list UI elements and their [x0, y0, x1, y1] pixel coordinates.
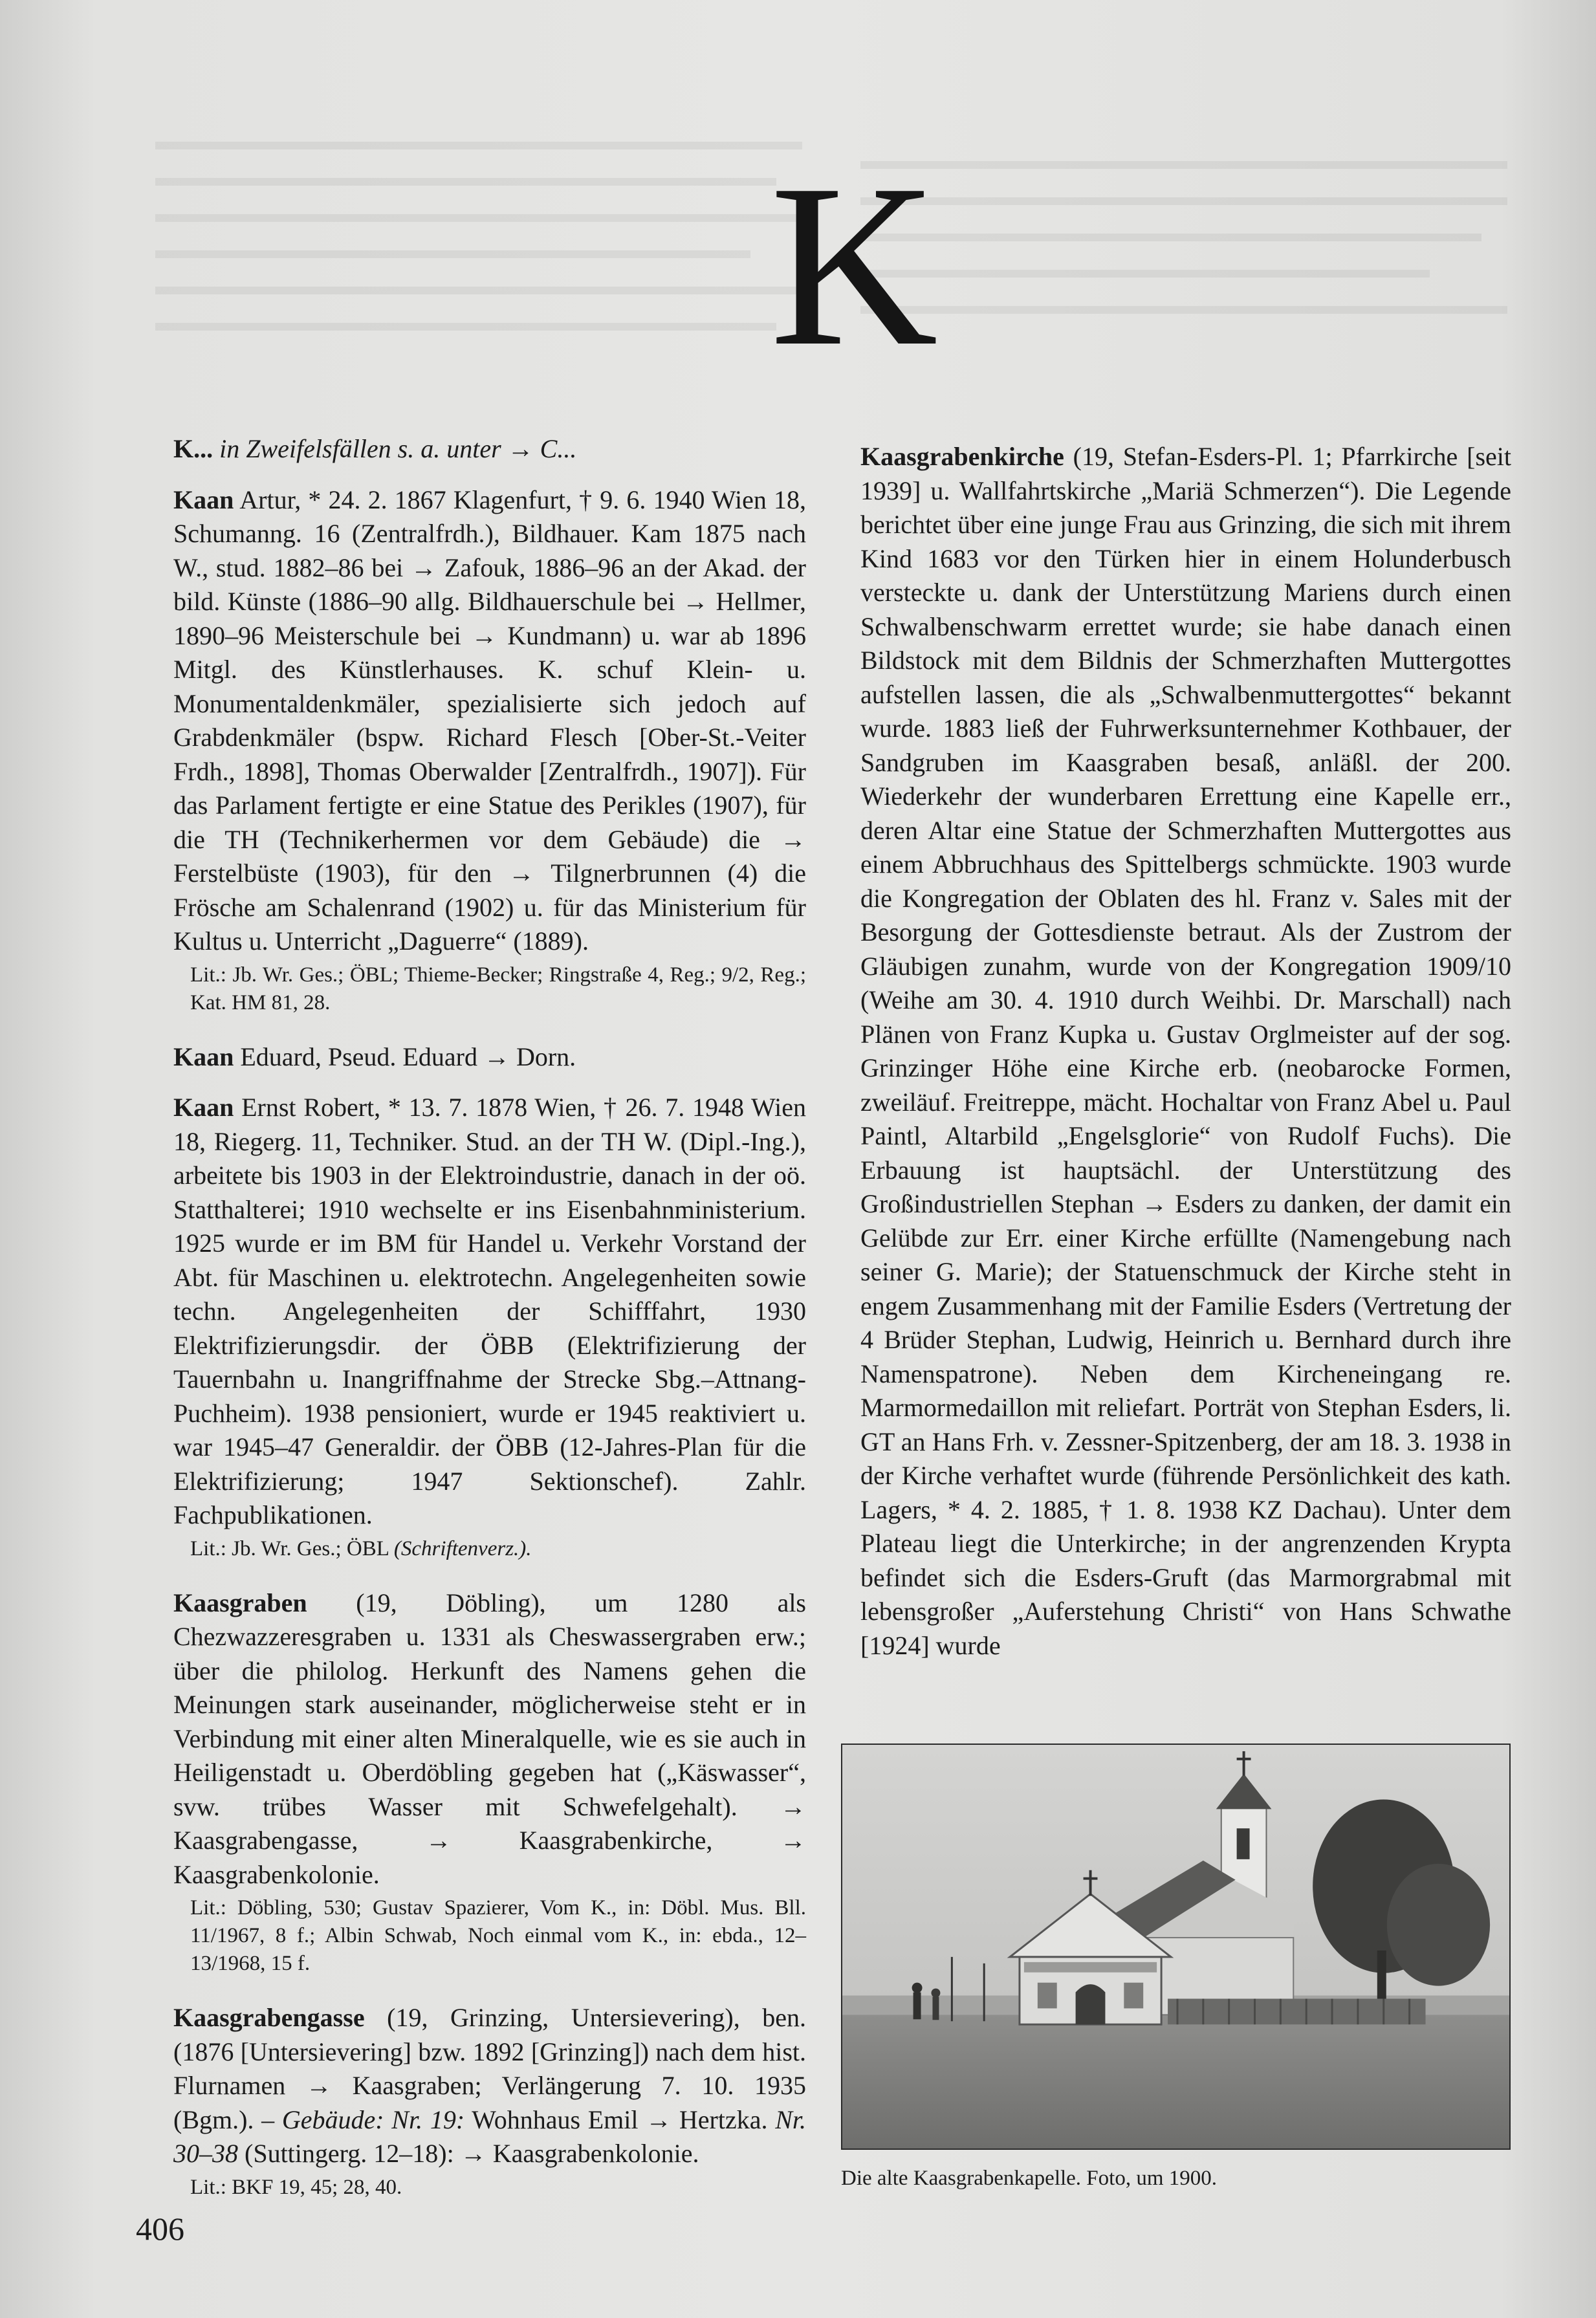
literature-note: Lit.: Jb. Wr. Ges.; ÖBL; Thieme-Becker; Ringstraße 4, Reg.; 9/2, Reg.; Kat. HM 81, 28. — [190, 963, 806, 1014]
literature-note: Lit.: BKF 19, 45; 28, 40. — [190, 2175, 402, 2199]
entry-text: Artur, * 24. 2. 1867 Klagenfurt, † 9. 6. 1940 Wien 18, Schumanng. 16 (Zentralfrdh.), Bildhauer. Kam 1875 nach W., stud. 1882–86 bei → Zafouk, 1886–96 an der Akad. der bild. Künste (1886–90 allg. Bildhauerschule bei → Hellmer, 1890–96 Meisterschule bei → Kundmann) u. war ab 1896 Mitgl. des Künstlerhauses. K. schuf Klein- u. Monumentaldenkmäler, spezialisierte sich jedoch auf Grabdenkmäler (bspw. Richard Flesch [Ober-St.-Veiter Frdh., 1898], Thomas Oberwalder [Zentralfrdh., 1907]). Für das Parlament fertigte er eine Statue des Perikles (1907), für die TH (Technikerhermen vor dem Gebäude) die → Ferstelbüste (1903), für den → Tilgnerbrunnen (4) die Frösche am Schalenrand (1902) u. für das Ministerium für Kultus u. Unterricht „Daguerre“ (1889). — [173, 485, 806, 956]
show-through-text-right: ▬▬▬▬▬▬▬▬▬▬▬▬▬▬▬▬▬▬▬▬▬▬▬▬▬ ▬▬▬▬▬▬▬▬▬▬▬▬▬▬▬▬▬▬▬▬▬▬▬▬▬ ▬▬▬▬▬▬▬▬▬▬▬▬▬▬▬▬▬▬▬▬▬▬▬▬ ▬▬▬▬▬▬▬▬▬▬▬▬▬▬▬▬▬▬▬▬▬▬ ▬▬▬▬▬▬▬▬▬▬▬▬▬▬▬▬▬▬▬▬▬▬▬▬▬ — [860, 146, 1507, 320]
entry-kaan-eduard — [173, 1040, 806, 1075]
right-column — [860, 440, 1511, 1663]
intro-entry — [173, 432, 806, 466]
show-through-text: ▬▬▬▬▬▬▬▬▬▬▬▬▬▬▬▬▬▬▬▬▬▬▬▬▬ ▬▬▬▬▬▬▬▬▬▬▬▬▬▬▬▬▬▬▬▬▬▬▬▬ ▬▬▬▬▬▬▬▬▬▬▬▬▬▬▬▬▬▬▬▬▬▬▬▬▬ ▬▬▬▬▬▬▬▬▬▬▬▬▬▬▬▬▬▬▬▬▬▬▬ ▬▬▬▬▬▬▬▬▬▬▬▬▬▬▬▬▬▬▬▬▬▬▬▬▬ ▬▬▬▬▬▬▬▬▬▬▬▬▬▬▬▬▬▬▬▬▬▬▬▬ — [155, 126, 802, 336]
entry-text: Eduard, Pseud. Eduard → Dorn. — [240, 1042, 576, 1071]
entry-label: Gebäude: Nr. 19: — [281, 2105, 465, 2134]
literature-note: Lit.: Döbling, 530; Gustav Spazierer, Vom K., in: Döbl. Mus. Bll. 11/1967, 8 f.; Albin Schwab, Noch einmal vom K., in: ebda., 12–13/1968, 15 f. — [190, 1896, 806, 1975]
entry-headword: Kaasgrabengasse — [173, 2003, 365, 2032]
entry-headword: K... — [173, 434, 213, 463]
literature-note — [190, 1535, 806, 1563]
section-letter: K — [770, 136, 938, 394]
left-column — [173, 432, 806, 2225]
entry-headword: Kaan — [173, 1093, 234, 1122]
entry-kaasgrabenkirche — [860, 440, 1511, 1663]
entry-headword: Kaasgrabenkirche — [860, 442, 1064, 471]
entry-text: Wohnhaus Emil → Hertzka. — [472, 2105, 768, 2134]
literature-italic: (Schriftenverz.). — [393, 1536, 532, 1560]
entry-text: (Suttingerg. 12–18): → Kaasgrabenkolonie. — [245, 2139, 699, 2168]
entry-text: in Zweifelsfällen s. a. unter → C... — [219, 434, 577, 463]
entry-headword: Kaan — [173, 1042, 234, 1071]
entry-headword: Kaasgraben — [173, 1588, 307, 1617]
page-number: 406 — [136, 2211, 184, 2247]
entry-headword: Kaan — [173, 485, 234, 514]
entry-kaasgrabengasse — [173, 2001, 806, 2171]
chapel-photo-illustration — [842, 1745, 1509, 2149]
entry-kaan-ernst — [173, 1091, 806, 1533]
entry-text: Ernst Robert, * 13. 7. 1878 Wien, † 26. 7. 1948 Wien 18, Riegerg. 11, Techniker. Stud. an der TH W. (Dipl.-Ing.), arbeitete bis 1903 in der Elektroindustrie, danach in der oö. Statthalterei; 1910 wechselte er ins Eisenbahnministerium. 1925 wurde er im BM für Handel u. Verkehr Vorstand der Abt. für Maschinen u. elektrotechn. Angelegenheiten sowie techn. Angelegenheiten der Schifffahrt, 1930 Elektrifizierungsdir. der ÖBB (Elektrifizierung der Tauernbahn u. Inangriffnahme der Strecke Sbg.–Attnang-Puchheim). 1938 pensioniert, wurde er 1945 reaktiviert u. war 1945–47 Generaldir. der ÖBB (12-Jahres-Plan für die Elektrifizierung; 1947 Sektionschef). Zahlr. Fachpublikationen. — [173, 1093, 806, 1529]
literature-text: Lit.: Jb. Wr. Ges.; ÖBL — [190, 1536, 389, 1560]
entry-text: (19, Döbling), um 1280 als Chezwazzeresgraben u. 1331 als Cheswassergraben erw.; über die philolog. Herkunft des Namens gehen die Meinungen stark auseinander, möglicherweise steht er in Verbindung mit einer alten Mineralquelle, wie es sie auch in Heiligenstadt u. Oberdöbling gegeben hat („Käswasser“, svw. trübes Wasser mit Schwefelgehalt). → Kaasgrabengasse, → Kaasgrabenkirche, → Kaasgrabenkolonie. — [173, 1588, 806, 1889]
entry-label: Nr. 30–38 — [173, 2105, 807, 2168]
entry-text: (19, Stefan-Esders-Pl. 1; Pfarrkirche [seit 1939] u. Wallfahrtskirche „Mariä Schmerzen“). Die Legende berichtet über eine junge Frau aus Grinzing, die sich mit ihrem Kind 1683 vor den Türken hier in einem Holunderbusch versteckte u. dank der Unterstützung Mariens durch einen Schwalbenschwarm errettet wurde; sie habe danach einen Bildstock mit dem Bildnis der Schmerzhaften Muttergottes aufstellen lassen, die als „Schwalbenmuttergottes“ bekannt wurde. 1883 ließ der Fuhrwerksunternehmer Kothbauer, der Sandgruben im Kaasgraben besaß, anläßl. der 200. Wiederkehr der wunderbaren Errettung eine Kapelle err., deren Altar eine Statue der Schmerzhaften Muttergottes aus einem Abbruchhaus des Spittelbergs schmückte. 1903 wurde die Kongregation der Oblaten des hl. Franz v. Sales mit der Besorgung der Gottesdienste betraut. Als der Zustrom der Gläubigen zunahm, wurde von der Kongregation 1909/10 (Weihe am 30. 4. 1910 durch Weihbi. Dr. Marschall) nach Plänen von Franz Kupka u. Gustav Orglmeister auf der sog. Grinzinger Höhe eine Kirche erb. (neobarocke Formen, zweiläuf. Freitreppe, mächt. Hochaltar von Franz Abel u. Paul Paintl, Altarbild „Engelsglorie“ von Rudolf Fuchs). Die Erbauung ist hauptsächl. der Unterstützung des Großindustriellen Stephan → Esders zu danken, der damit ein Gelübde zur Err. einer Kirche erfüllte (Namengebung nach seiner G. Marie); der Statuenschmuck der Kirche steht in engem Zusammenhang mit der Familie Esders (Vertretung der 4 Brüder Stephan, Ludwig, Heinrich u. Bernhard durch ihre Namenspatrone). Neben dem Kircheneingang re. Marmormedaillon mit reliefart. Porträt von Stephan Esders, li. GT an Hans Frh. v. Zessner-Spitzenberg, der am 18. 3. 1938 in der Kirche verhaftet wurde (führende Persönlichkeit des kath. Lagers, * 4. 2. 1885, † 1. 8. 1938 KZ Dachau). Unter dem Plateau liegt die Unterkirche; in der angrenzenden Krypta befindet sich die Esders-Gruft (das Marmorgrabmal mit lebensgroßer „Auferstehung Christi“ von Hans Schwathe [1924] wurde — [860, 442, 1511, 1660]
photo-caption: Die alte Kaasgrabenkapelle. Foto, um 1900. — [841, 2167, 1217, 2190]
entry-kaan-artur — [173, 483, 806, 959]
entry-kaasgraben — [173, 1586, 806, 1892]
chapel-photo — [841, 1744, 1511, 2150]
entry-text: (19, Grinzing, Untersievering), ben. (1876 [Untersievering] bzw. 1892 [Grinzing]) nach dem hist. Flurnamen → Kaasgraben; Verlängerung 7. 10. 1935 (Bgm.). – — [173, 2003, 807, 2134]
